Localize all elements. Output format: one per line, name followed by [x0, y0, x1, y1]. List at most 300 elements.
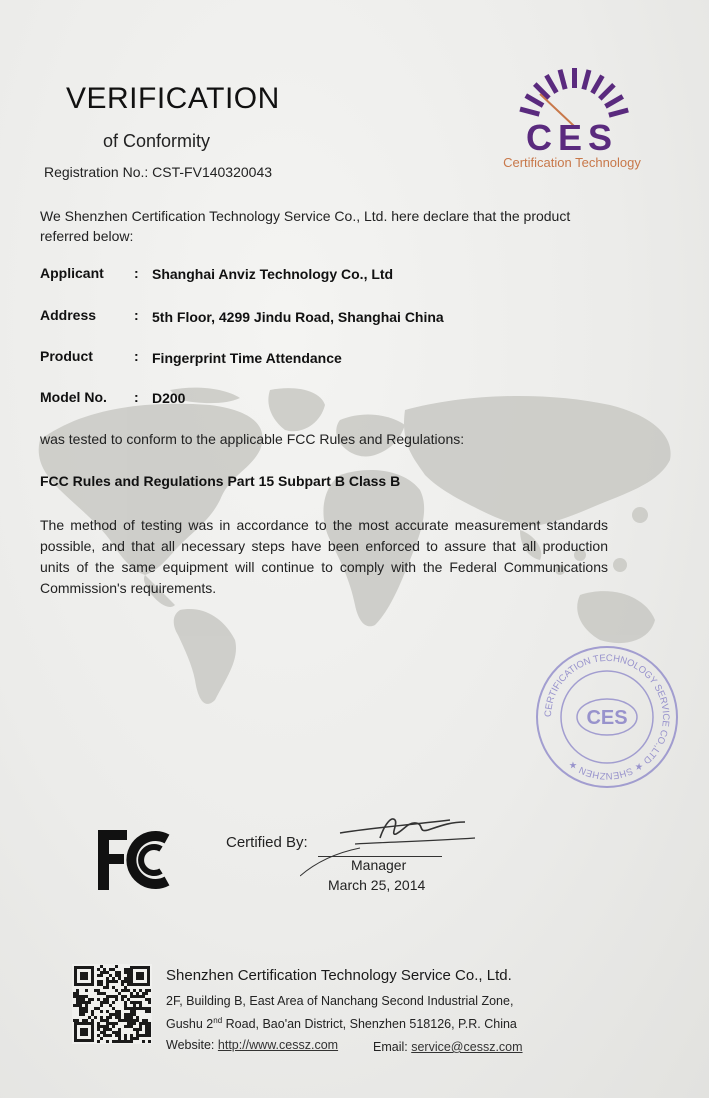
qr-module	[145, 992, 148, 995]
document-subtitle: of Conformity	[103, 131, 211, 151]
qr-module	[121, 983, 124, 986]
qr-module	[100, 1019, 103, 1022]
qr-module	[124, 1004, 127, 1007]
ces-logo	[472, 64, 672, 174]
qr-module	[112, 1040, 115, 1043]
method-statement: The method of testing was in accordance to the most accurate measurement standards possible, and that all necessary steps have been enforced to assure that all production units of the same equipment will continue to comply with the Federal Communications Commission's requirements.	[40, 517, 608, 596]
address-line2-end: Road, Bao'an District, Shenzhen 518126, P.R. China	[222, 1017, 517, 1032]
qr-module	[127, 1040, 130, 1043]
qr-module	[79, 1007, 82, 1010]
qr-module	[148, 1040, 151, 1043]
qr-module	[121, 980, 124, 983]
qr-module	[106, 1016, 109, 1019]
qr-module	[100, 974, 103, 977]
qr-module	[124, 1034, 127, 1037]
qr-module	[142, 1034, 145, 1037]
qr-module	[73, 1004, 76, 1007]
qr-module	[118, 977, 121, 980]
field-value-model: D200	[152, 390, 186, 406]
qr-module	[88, 998, 91, 1001]
ces-logo-subtitle: Certification Technology	[503, 155, 641, 170]
qr-module	[106, 971, 109, 974]
qr-module	[124, 1001, 127, 1004]
qr-module	[115, 1010, 118, 1013]
qr-module	[112, 968, 115, 971]
qr-module	[76, 998, 79, 1001]
qr-module	[94, 989, 97, 992]
qr-module	[109, 1022, 112, 1025]
qr-module	[133, 1010, 136, 1013]
qr-module	[76, 1001, 79, 1004]
qr-module	[121, 995, 124, 998]
qr-module	[103, 971, 106, 974]
qr-module	[118, 971, 121, 974]
qr-module	[136, 992, 139, 995]
qr-module	[127, 1025, 130, 1028]
qr-module	[106, 983, 109, 986]
qr-module	[106, 1022, 109, 1025]
field-value-product: Fingerprint Time Attendance	[152, 350, 342, 366]
qr-module	[91, 1010, 94, 1013]
qr-module	[133, 995, 136, 998]
qr-module	[112, 986, 115, 989]
qr-module	[130, 1034, 133, 1037]
qr-module	[115, 974, 118, 977]
qr-module	[130, 1013, 133, 1016]
qr-module	[145, 998, 148, 1001]
qr-module	[118, 992, 121, 995]
website-link[interactable]: http://www.cessz.com	[217, 1038, 339, 1052]
qr-module	[97, 968, 100, 971]
field-value-address: 5th Floor, 4299 Jindu Road, Shanghai China	[152, 309, 444, 325]
qr-module	[109, 1028, 112, 1031]
qr-module	[112, 1013, 115, 1016]
qr-module	[115, 965, 118, 968]
qr-module	[73, 1019, 76, 1022]
registration-number	[44, 164, 272, 180]
qr-module	[127, 968, 130, 971]
qr-module	[139, 1034, 142, 1037]
qr-module	[118, 1037, 121, 1040]
qr-module	[130, 1022, 133, 1025]
qr-module	[100, 1001, 103, 1004]
qr-module	[118, 1019, 121, 1022]
qr-module	[79, 1013, 82, 1016]
qr-module	[133, 989, 136, 992]
field-label-applicant: Applicant	[40, 265, 104, 281]
field-colon: :	[134, 265, 139, 281]
qr-module	[100, 1031, 103, 1034]
qr-module	[139, 995, 142, 998]
qr-module	[133, 1022, 136, 1025]
field-colon: :	[134, 307, 139, 323]
qr-module	[85, 1004, 88, 1007]
qr-module	[133, 1019, 136, 1022]
rules-title: FCC Rules and Regulations Part 15 Subpart B Class B	[40, 473, 401, 489]
qr-module	[109, 980, 112, 983]
qr-module	[85, 1007, 88, 1010]
qr-module	[145, 1034, 148, 1037]
qr-module	[115, 1031, 118, 1034]
qr-module	[121, 1019, 124, 1022]
qr-module	[82, 1013, 85, 1016]
registration-label: Registration No.:	[44, 164, 149, 180]
qr-module	[130, 1040, 133, 1043]
qr-module	[79, 1001, 82, 1004]
qr-module	[106, 998, 109, 1001]
qr-module	[124, 1040, 127, 1043]
qr-module	[115, 1022, 118, 1025]
tested-statement: was tested to conform to the applicable FCC Rules and Regulations:	[40, 431, 465, 447]
qr-module	[130, 1019, 133, 1022]
qr-module	[82, 1007, 85, 1010]
qr-module	[100, 1025, 103, 1028]
qr-module	[124, 968, 127, 971]
qr-module	[130, 1007, 133, 1010]
qr-module	[79, 998, 82, 1001]
qr-module	[82, 1001, 85, 1004]
qr-module	[130, 995, 133, 998]
qr-module	[136, 1007, 139, 1010]
qr-module	[106, 980, 109, 983]
qr-module	[148, 1010, 151, 1013]
qr-module	[118, 1010, 121, 1013]
qr-module	[85, 989, 88, 992]
qr-module	[103, 1028, 106, 1031]
qr-module	[145, 1010, 148, 1013]
qr-module	[91, 1019, 94, 1022]
qr-module	[103, 1031, 106, 1034]
qr-module	[106, 1028, 109, 1031]
qr-module	[115, 1016, 118, 1019]
qr-module	[145, 1028, 148, 1031]
qr-module	[112, 995, 115, 998]
qr-module	[100, 1037, 103, 1040]
field-label-model: Model No.	[40, 389, 107, 405]
qr-module	[115, 989, 118, 992]
qr-module	[139, 1025, 142, 1028]
qr-module	[103, 992, 106, 995]
qr-module	[118, 1016, 121, 1019]
qr-module	[85, 1010, 88, 1013]
qr-module	[106, 995, 109, 998]
qr-module	[100, 1004, 103, 1007]
qr-module	[130, 1001, 133, 1004]
qr-module	[100, 971, 103, 974]
qr-module	[118, 1013, 121, 1016]
qr-module	[124, 1025, 127, 1028]
registration-value: CST-FV140320043	[152, 164, 273, 180]
field-label-product: Product	[40, 348, 93, 364]
qr-module	[112, 1025, 115, 1028]
qr-module	[82, 1019, 85, 1022]
qr-module	[130, 1010, 133, 1013]
company-name: Shenzhen Certification Technology Service Co., Ltd.	[166, 967, 512, 984]
fcc-logo	[95, 827, 175, 893]
field-label-address: Address	[40, 307, 97, 323]
qr-module	[133, 1001, 136, 1004]
qr-module	[109, 1016, 112, 1019]
qr-module	[127, 971, 130, 974]
qr-module	[115, 971, 118, 974]
field-value-applicant: Shanghai Anviz Technology Co., Ltd	[152, 266, 394, 282]
qr-module	[127, 1013, 130, 1016]
qr-module	[76, 995, 79, 998]
qr-module	[103, 986, 106, 989]
qr-module	[112, 1007, 115, 1010]
qr-module	[79, 1010, 82, 1013]
qr-module	[109, 974, 112, 977]
qr-module	[130, 1025, 133, 1028]
qr-module	[148, 1028, 151, 1031]
qr-module	[127, 998, 130, 1001]
qr-module	[127, 977, 130, 980]
qr-module	[97, 1007, 100, 1010]
qr-module	[97, 1022, 100, 1025]
address-line2-start: Gushu 2	[166, 1017, 214, 1032]
qr-module	[148, 1001, 151, 1004]
qr-module	[127, 980, 130, 983]
qr-module	[136, 1031, 139, 1034]
qr-module	[124, 995, 127, 998]
qr-module	[112, 980, 115, 983]
qr-module	[124, 1037, 127, 1040]
signature-date: March 25, 2014	[328, 877, 426, 893]
qr-module	[106, 1040, 109, 1043]
qr-module	[148, 1007, 151, 1010]
qr-module	[118, 1031, 121, 1034]
qr-module	[145, 989, 148, 992]
qr-module	[97, 1040, 100, 1043]
company-address-line1: 2F, Building B, East Area of Nanchang Second Industrial Zone,	[166, 994, 514, 1008]
qr-module	[127, 974, 130, 977]
qr-module	[133, 1007, 136, 1010]
qr-module	[124, 1016, 127, 1019]
qr-module	[112, 1001, 115, 1004]
qr-module	[145, 1022, 148, 1025]
qr-module	[103, 968, 106, 971]
qr-module	[103, 1001, 106, 1004]
qr-module	[97, 998, 100, 1001]
qr-module	[88, 1001, 91, 1004]
qr-module	[73, 992, 76, 995]
qr-module	[106, 1001, 109, 1004]
qr-module	[79, 995, 82, 998]
qr-module	[139, 1004, 142, 1007]
qr-module	[100, 965, 103, 968]
qr-module	[109, 1013, 112, 1016]
qr-module	[124, 980, 127, 983]
qr-module	[145, 1031, 148, 1034]
qr-module	[136, 1028, 139, 1031]
qr-module	[73, 995, 76, 998]
qr-module	[127, 1022, 130, 1025]
qr-module	[115, 1013, 118, 1016]
qr-module	[106, 986, 109, 989]
qr-module	[136, 1037, 139, 1040]
qr-module	[115, 998, 118, 1001]
qr-module	[139, 1022, 142, 1025]
qr-module	[148, 1034, 151, 1037]
qr-module	[100, 983, 103, 986]
qr-module	[142, 1022, 145, 1025]
qr-code	[72, 964, 152, 1044]
qr-module	[121, 998, 124, 1001]
qr-module	[115, 1034, 118, 1037]
qr-module	[145, 1019, 148, 1022]
qr-module	[100, 992, 103, 995]
signer-title: Manager	[351, 857, 407, 873]
qr-module	[139, 989, 142, 992]
qr-module	[130, 992, 133, 995]
qr-module	[121, 1040, 124, 1043]
qr-module	[109, 995, 112, 998]
qr-module	[85, 995, 88, 998]
qr-module	[136, 1001, 139, 1004]
qr-module	[136, 995, 139, 998]
qr-module	[142, 995, 145, 998]
qr-module	[130, 1016, 133, 1019]
qr-module	[124, 1013, 127, 1016]
qr-module	[148, 1031, 151, 1034]
qr-module	[118, 1034, 121, 1037]
qr-module	[97, 989, 100, 992]
qr-module	[109, 968, 112, 971]
qr-module	[109, 1004, 112, 1007]
qr-module	[97, 1025, 100, 1028]
qr-module	[124, 1007, 127, 1010]
qr-module	[82, 998, 85, 1001]
qr-module	[109, 1034, 112, 1037]
qr-module	[142, 992, 145, 995]
qr-module	[136, 1034, 139, 1037]
email-label: Email:	[373, 1040, 408, 1054]
qr-module	[79, 1004, 82, 1007]
qr-module	[103, 1034, 106, 1037]
company-website	[166, 1038, 338, 1052]
qr-module	[127, 989, 130, 992]
company-email	[373, 1040, 523, 1054]
qr-module	[118, 1028, 121, 1031]
declaration-intro: We Shenzhen Certification Technology Service Co., Ltd. here declare that the product referred below:	[40, 208, 571, 244]
qr-module	[148, 1025, 151, 1028]
qr-module	[100, 1010, 103, 1013]
email-link[interactable]: service@cessz.com	[411, 1040, 523, 1054]
qr-module	[106, 1019, 109, 1022]
qr-module	[115, 1040, 118, 1043]
qr-module	[97, 974, 100, 977]
qr-module	[118, 1040, 121, 1043]
qr-module	[127, 1016, 130, 1019]
qr-module	[136, 1019, 139, 1022]
qr-module	[139, 1007, 142, 1010]
certified-by-label: Certified By:	[226, 834, 308, 851]
address-superscript: nd	[213, 1016, 223, 1025]
qr-module	[112, 977, 115, 980]
qr-module	[142, 1040, 145, 1043]
qr-module	[133, 1037, 136, 1040]
qr-module	[139, 1001, 142, 1004]
qr-module	[88, 1016, 91, 1019]
qr-module	[94, 1016, 97, 1019]
qr-module	[145, 1025, 148, 1028]
qr-module	[115, 995, 118, 998]
qr-module	[106, 1010, 109, 1013]
qr-module	[142, 1007, 145, 1010]
qr-module	[124, 971, 127, 974]
company-address-line2	[166, 1016, 517, 1031]
qr-module	[76, 992, 79, 995]
qr-module	[139, 1028, 142, 1031]
qr-module	[148, 998, 151, 1001]
qr-module	[124, 989, 127, 992]
qr-module	[133, 1004, 136, 1007]
qr-module	[148, 989, 151, 992]
qr-module	[112, 1031, 115, 1034]
qr-module	[97, 980, 100, 983]
qr-module	[82, 1010, 85, 1013]
qr-module	[97, 1034, 100, 1037]
qr-module	[112, 1022, 115, 1025]
qr-module	[130, 1037, 133, 1040]
qr-module	[100, 1016, 103, 1019]
stamp-center-text: CES	[586, 707, 628, 729]
qr-module	[100, 980, 103, 983]
ces-stamp	[533, 643, 681, 791]
website-label: Website:	[166, 1038, 215, 1052]
qr-module	[106, 977, 109, 980]
qr-module	[94, 1007, 97, 1010]
qr-module	[118, 974, 121, 977]
qr-module	[97, 983, 100, 986]
qr-module	[127, 983, 130, 986]
qr-module	[76, 989, 79, 992]
qr-module	[85, 1001, 88, 1004]
qr-module	[103, 998, 106, 1001]
qr-module	[142, 1019, 145, 1022]
qr-module	[148, 1022, 151, 1025]
qr-module	[91, 998, 94, 1001]
qr-module	[127, 1019, 130, 1022]
qr-module	[127, 1007, 130, 1010]
qr-module	[106, 1034, 109, 1037]
qr-module	[106, 1025, 109, 1028]
qr-module	[121, 989, 124, 992]
qr-module	[103, 1019, 106, 1022]
qr-module	[115, 980, 118, 983]
qr-module	[91, 1013, 94, 1016]
qr-module	[145, 1007, 148, 1010]
qr-module	[133, 1028, 136, 1031]
ces-logo-letters: CES	[525, 117, 619, 158]
qr-module	[124, 986, 127, 989]
field-colon: :	[134, 389, 139, 405]
qr-module	[97, 992, 100, 995]
field-colon: :	[134, 348, 139, 364]
qr-module	[136, 1016, 139, 1019]
qr-module	[76, 1004, 79, 1007]
qr-module	[133, 1013, 136, 1016]
qr-module	[124, 1019, 127, 1022]
qr-module	[82, 995, 85, 998]
qr-module	[85, 1019, 88, 1022]
document-title: VERIFICATION	[66, 82, 280, 115]
stamp-ring-text: CERTIFICATION TECHNOLOGY SERVICE CO.,LTD ★ SHENZHEN ★	[542, 652, 672, 782]
qr-module	[97, 1028, 100, 1031]
qr-module	[76, 1019, 79, 1022]
qr-module	[124, 977, 127, 980]
qr-module	[103, 1025, 106, 1028]
